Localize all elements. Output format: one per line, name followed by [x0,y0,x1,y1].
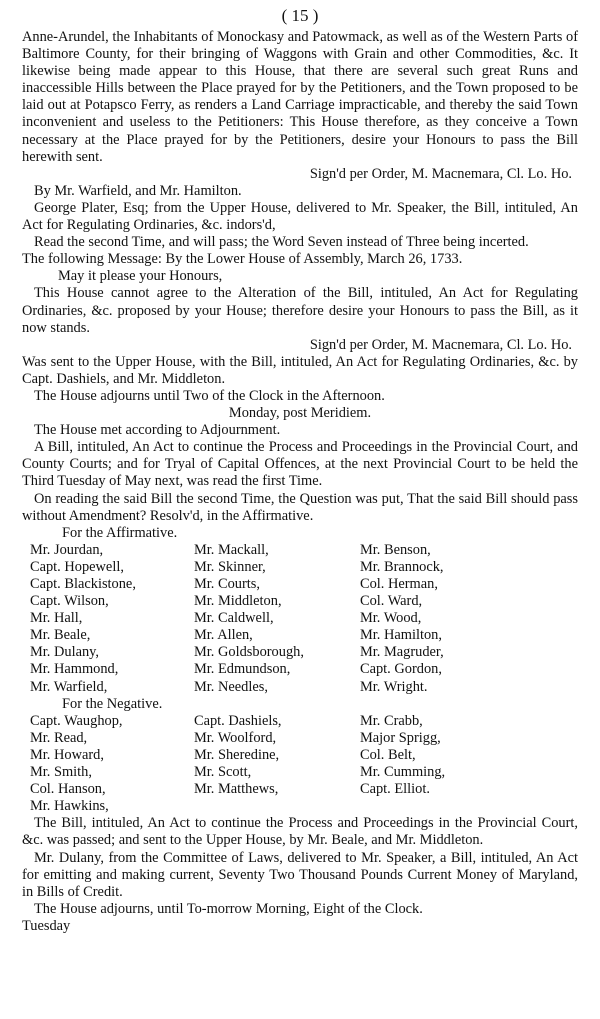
paragraph: On reading the said Bill the second Time, the Question was put, That the said Bill should pass without Amendment? Resolv'd, in the Affirmative. [22,490,578,524]
member-name: Mr. Hammond, [30,661,119,678]
member-name: Col. Belt, [360,746,416,763]
paragraph: The Bill, intituled, An Act to continue the Process and Proceedings in the Provincial Court, &c. was passed; and sent to the Upper House, by Mr. Beale, and Mr. Middleton. [22,815,578,849]
member-name: Mr. Woolford, [194,729,277,746]
member-name: Mr. Edmundson, [194,661,291,678]
member-name: Mr. Warfield, [30,678,108,695]
journal-text [22,29,578,935]
member-name: Capt. Waughop, [30,712,123,729]
salutation: May it please your Honours, [58,268,223,285]
member-name: Capt. Elliot. [360,781,430,798]
member-name [360,798,530,815]
member-name: Col. Herman, [360,576,438,592]
member-name: Mr. Needles, [194,678,268,695]
member-name: Mr. Magruder, [360,644,444,661]
member-name: Capt. Hopewell, [30,558,124,575]
member-name: Mr. Brannock, [360,558,444,575]
signature-line: Sign'd per Order, M. Macnemara, Cl. Lo. Ho. [309,336,572,353]
paragraph: Anne-Arundel, the Inhabitants of Monockasy and Patowmack, as well as of the Western Parts of Baltimore County, for their bringing of Waggons with Grain and other Commodities, &c. It likewise being made appear to this House, that there are several such great Runs and inaccessible Hills between the Place prayed for by the Petitioners, and the Town proposed to be laid out at Potapsco Ferry, as renders a Land Carriage impracticable, and thereby the said Town inconvenient and useless to the Petitioners: This House therefore, as they conceive a Town necessary at the Place prayed for by the Petitioners, desire your Honours to pass the Bill herewith sent. [22,29,578,165]
paragraph: Mr. Dulany, from the Committee of Laws, delivered to Mr. Speaker, a Bill, intituled, An Act for emitting and making current, Seventy Two Thousand Pounds Current Money of Maryland, in Bills of Credit. [22,849,578,900]
signature-line: Sign'd per Order, M. Macnemara, Cl. Lo. Ho. [309,165,572,182]
member-name [194,798,360,815]
member-name: Capt. Gordon, [360,661,442,678]
catchword: Tuesday [22,917,71,934]
member-name: Capt. Wilson, [30,593,109,610]
member-name: Mr. Dulany, [30,644,100,661]
page-number: ( 15 ) [281,6,319,25]
session-heading: Monday, post Meridiem. [228,405,372,422]
paragraph: George Plater, Esq; from the Upper House, delivered to Mr. Speaker, the Bill, intituled, An Act for Regulating Ordinaries, &c. indors'd, [22,199,578,234]
member-name: Mr. Wood, [360,610,422,627]
member-name: Mr. Middleton, [194,593,282,610]
affirmative-list [30,542,578,696]
paragraph: By Mr. Warfield, and Mr. Hamilton. [34,182,242,199]
member-name: Mr. Caldwell, [194,610,274,627]
member-name: Col. Ward, [360,593,423,610]
member-name: Mr. Courts, [194,576,260,592]
member-name: Mr. Crabb, [360,712,423,729]
member-name: Mr. Matthews, [194,781,279,798]
member-name: Mr. Hawkins, [30,798,109,815]
member-name: Mr. Hall, [30,610,83,627]
member-name: Col. Hanson, [30,781,106,798]
paragraph: The House adjourns, until To-morrow Morning, Eight of the Clock. [34,900,423,917]
member-name: Capt. Dashiels, [194,712,282,729]
member-name: Mr. Beale, [30,627,91,644]
member-name: Mr. Goldsborough, [194,644,304,661]
negative-heading: For the Negative. [62,695,163,712]
member-name: Mr. Jourdan, [30,541,104,558]
member-name: Mr. Scott, [194,764,252,781]
member-name: Mr. Skinner, [194,558,266,575]
member-name: Mr. Mackall, [194,541,269,558]
member-name: Mr. Read, [30,729,88,746]
member-name: Mr. Hamilton, [360,627,442,644]
paragraph: The House adjourns until Two of the Clock in the Afternoon. [34,387,385,404]
paragraph: Read the second Time, and will pass; the Word Seven instead of Three being incerted. [34,234,529,251]
negative-list [30,713,578,816]
paragraph: The House met according to Adjournment. [34,422,281,439]
member-name: Mr. Sheredine, [194,746,280,763]
member-name: Major Sprigg, [360,729,441,746]
paragraph: Was sent to the Upper House, with the Bill, intituled, An Act for Regulating Ordinaries, &c. by Capt. Dashiels, and Mr. Middleton. [22,353,578,387]
member-name: Mr. Smith, [30,764,92,781]
paragraph: The following Message: By the Lower House of Assembly, March 26, 1733. [22,251,463,268]
member-name: Mr. Allen, [194,627,253,644]
member-name: Capt. Blackistone, [30,576,136,592]
affirmative-heading: For the Affirmative. [62,524,178,541]
member-name: Mr. Benson, [360,541,431,558]
paragraph: A Bill, intituled, An Act to continue the Process and Proceedings in the Provincial Court, and County Courts; and for Tryal of Capital Offences, at the next Provincial Court to be held the Third Tuesday of May next, was read the first Time. [22,439,578,490]
member-name: Mr. Cumming, [360,764,446,781]
member-name: Mr. Howard, [30,746,104,763]
member-name: Mr. Wright. [360,678,428,695]
paragraph: This House cannot agree to the Alteration of the Bill, intituled, An Act for Regulating Ordinaries, &c. proposed by your House; therefore desire your Honours to pass the Bill, as it now stands. [22,285,578,336]
